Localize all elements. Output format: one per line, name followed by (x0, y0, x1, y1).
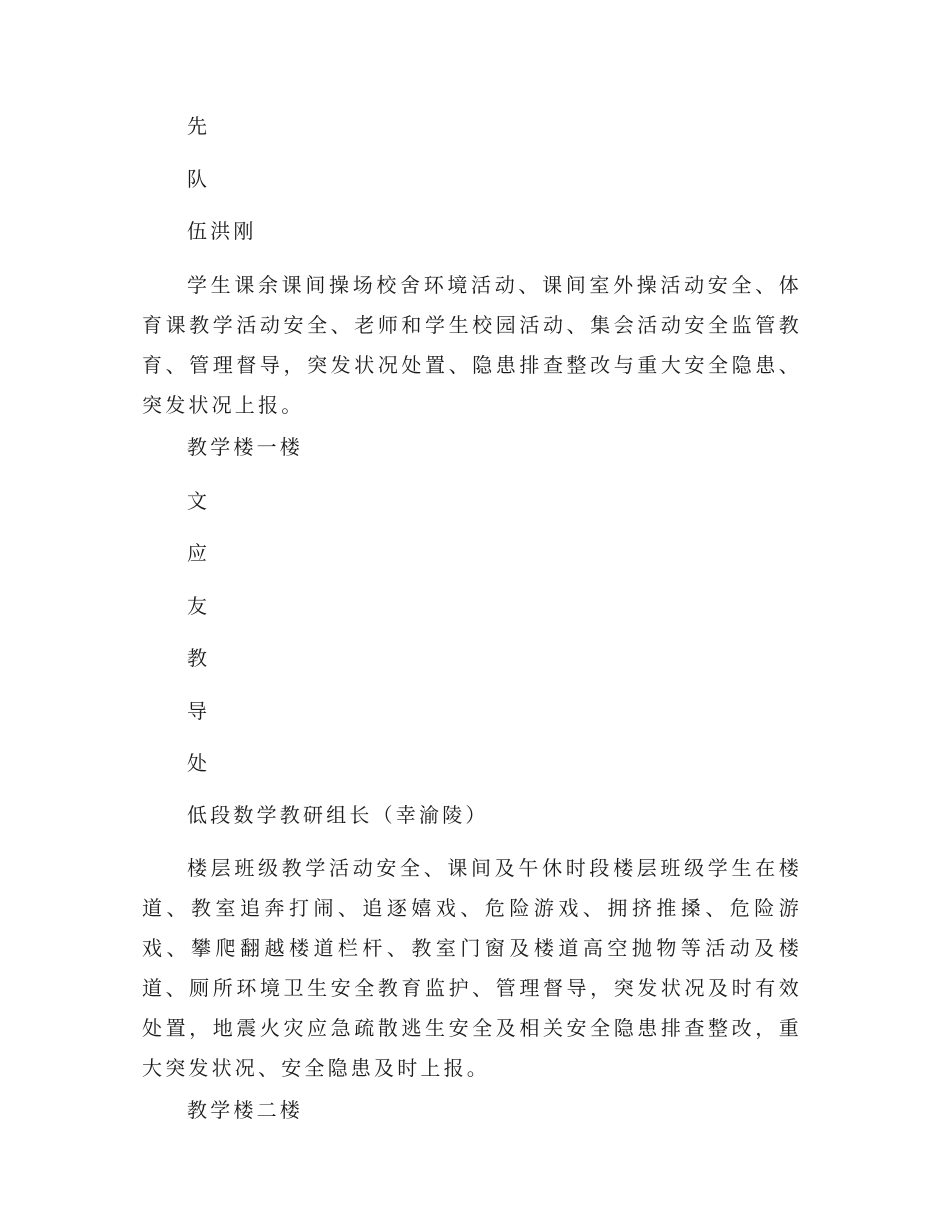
text-line: 低段数学教研组长（幸渝陵） (187, 803, 489, 827)
paragraph: 楼层班级教学活动安全、课间及午休时段楼层班级学生在楼道、教室追奔打闹、追逐嬉戏、危险游戏、拥挤推搡、危险游戏、攀爬翻越楼道栏杆、教室门窗及楼道高空抛物等活动及楼道、厕所环境卫生安全教育监护、管理督导，突发状况及时有效处置，地震火灾应急疏散逃生安全及相关安全隐患排查整改，重大突发状况、安全隐患及时上报。 (142, 856, 802, 1080)
paragraph: 学生课余课间操场校舍环境活动、课间室外操活动安全、体育课教学活动安全、老师和学生校园活动、集会活动安全监管教育、管理督导，突发状况处置、隐患排查整改与重大安全隐患、突发状况上报。 (142, 273, 802, 417)
text-line: 教学楼一楼 (187, 435, 303, 459)
text-line: 教 (187, 646, 211, 670)
text-line: 友 (187, 594, 211, 618)
text-line: 文 (187, 489, 211, 513)
text-line: 队 (187, 167, 211, 191)
text-line: 教学楼二楼 (187, 1098, 303, 1122)
text-line: 伍洪刚 (187, 219, 257, 243)
text-line: 先 (187, 114, 211, 138)
text-line: 导 (187, 699, 211, 723)
text-line: 处 (187, 751, 211, 775)
text-line: 应 (187, 541, 211, 565)
